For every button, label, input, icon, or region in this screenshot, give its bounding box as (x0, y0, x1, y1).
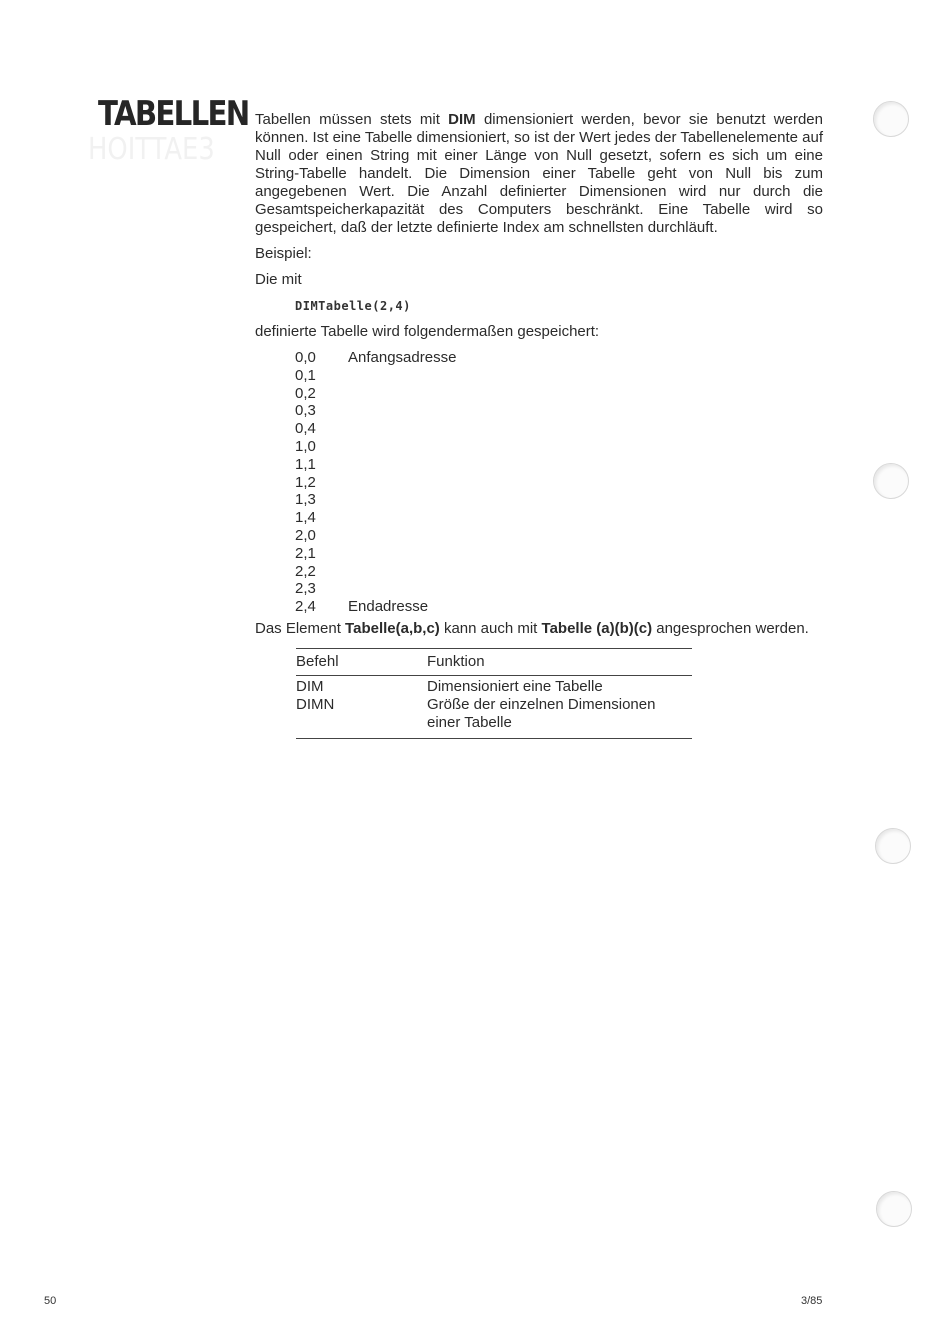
address-index: 2,4 (295, 598, 316, 616)
list-item (295, 491, 823, 509)
address-index: 1,0 (295, 437, 316, 455)
list-item (295, 349, 823, 367)
address-index: 0,0 (295, 349, 316, 366)
address-index: 2,2 (295, 562, 316, 580)
table-header-row (296, 648, 692, 675)
example-code: DIMTabelle(2,4) (295, 299, 411, 313)
list-item (295, 402, 823, 420)
list-item (295, 527, 823, 545)
list-item (295, 509, 823, 527)
list-item (295, 456, 823, 474)
binder-hole (876, 1191, 912, 1227)
list-item (295, 563, 823, 581)
header-command: Befehl (296, 648, 427, 675)
intro-paragraph: Tabellen müssen stets mit DIM dimensioniert werden, bevor sie benutzt werden können. Ist eine Tabelle dimensioniert, so ist der Wert jedes der Tabellenelemente auf Null oder einen String mit einer Länge von Null gesetzt, sofern es sich um eine String-Tabelle handelt. Die Dimension einer Tabelle geht von Null bis zum angegebenen Wert. Die Anzahl definierter Dimensionen wird nur durch die Gesamtspeicherkapazität des Computers beschränkt. Eine Tabelle wird so gespeichert, daß der letzte definierte Index am schnellsten durchläuft. (255, 111, 823, 236)
address-index: 0,1 (295, 366, 316, 384)
address-index: 0,3 (295, 402, 316, 420)
command-cell: DIMN (296, 696, 427, 739)
address-list (295, 349, 823, 616)
address-index: 2,3 (295, 580, 316, 598)
ghost-title-bleedthrough: HOITTAE3 (88, 132, 215, 167)
example-label: Beispiel: (255, 245, 312, 262)
list-item (295, 438, 823, 456)
table-row (296, 675, 692, 696)
address-index: 2,1 (295, 544, 316, 562)
list-item (295, 385, 823, 403)
address-index: 1,2 (295, 473, 316, 491)
function-cell: Größe der einzelnen Dimensionen einer Tabelle (427, 696, 692, 739)
example-lead: Die mit (255, 271, 302, 288)
main-content (255, 111, 823, 739)
command-reference-table (296, 648, 692, 739)
address-index: 1,1 (295, 455, 316, 473)
function-cell: Dimensioniert eine Tabelle (427, 677, 603, 695)
dim-keyword: DIM (448, 111, 476, 128)
binder-hole (873, 463, 909, 499)
list-item (295, 420, 823, 438)
address-note: Endadresse (348, 598, 429, 616)
address-note: Anfangsadresse (348, 349, 457, 366)
binder-hole (873, 101, 909, 137)
command-cell: DIM (296, 677, 324, 695)
binder-hole (875, 828, 911, 864)
edition-date: 3/85 (801, 1295, 823, 1307)
address-index: 0,4 (295, 420, 316, 438)
address-index: 1,3 (295, 491, 316, 509)
example-after: definierte Tabelle wird folgendermaßen gespeichert: (255, 323, 600, 340)
address-index: 0,2 (295, 384, 316, 402)
list-item (295, 598, 823, 616)
list-item (295, 367, 823, 385)
table-row (296, 696, 692, 739)
list-item (295, 474, 823, 492)
address-index: 2,0 (295, 526, 316, 544)
list-item (295, 545, 823, 563)
address-index: 1,4 (295, 509, 316, 527)
element-access-line: Das Element Tabelle(a,b,c) kann auch mit Tabelle (a)(b)(c) angesprochen werden. (255, 619, 809, 637)
section-title: TABELLEN (98, 94, 249, 134)
header-function: Funktion (427, 648, 692, 675)
page-number: 50 (44, 1295, 57, 1307)
list-item (295, 580, 823, 598)
